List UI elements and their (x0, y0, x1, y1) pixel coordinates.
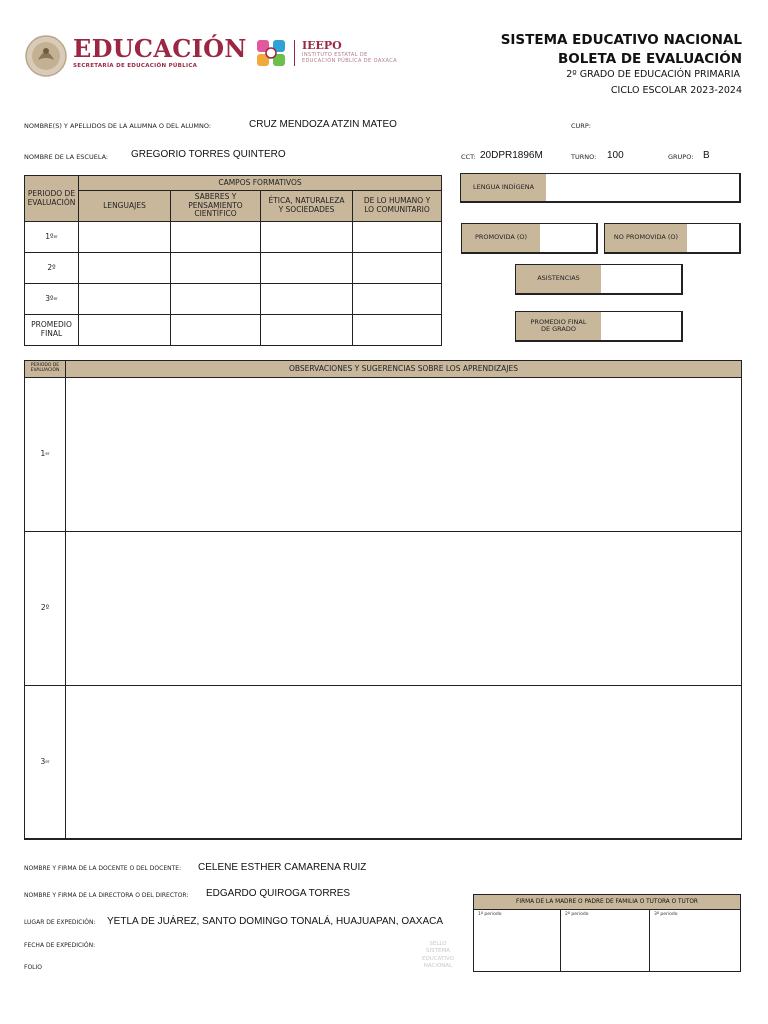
campos-formativos-header: CAMPOS FORMATIVOS (78, 175, 442, 191)
turno-value: 100 (607, 150, 624, 161)
asistencias-label: ASISTENCIAS (516, 265, 601, 293)
lugar-value: YETLA DE JUÁREZ, SANTO DOMINGO TONALÁ, HUAJUAPAN, OAXACA (107, 916, 444, 927)
firma-periodo-3[interactable] (649, 909, 741, 972)
sep-seal-icon (24, 34, 68, 78)
grade-cell[interactable] (260, 252, 353, 284)
grade-cell[interactable] (170, 221, 261, 253)
firma-periodo-1[interactable] (473, 909, 561, 972)
grades-row-period-1: 1º er (24, 221, 79, 253)
ieepo-logo-sub2: EDUCACIÓN PÚBLICA DE OAXACA (302, 58, 397, 64)
grade-cell[interactable] (260, 283, 353, 315)
observations-text-2[interactable] (65, 531, 742, 686)
grade-cell[interactable] (352, 314, 442, 346)
grade-cell[interactable] (352, 283, 442, 315)
grade-cell[interactable] (170, 314, 261, 346)
firma-periodo-label: 3º periodo (654, 912, 678, 917)
no-promovida-label: NO PROMOVIDA (O) (605, 224, 687, 252)
ieepo-emblem-icon (255, 38, 287, 68)
grades-table (24, 175, 442, 346)
grade-cell[interactable] (260, 221, 353, 253)
ieepo-divider (294, 40, 295, 66)
lengua-indigena-label: LENGUA INDÍGENA (461, 174, 546, 201)
sep-logo (24, 32, 247, 80)
fecha-label: FECHA DE EXPEDICIÓN: (24, 942, 96, 949)
firma-padres-table (473, 894, 741, 972)
lugar-label: LUGAR DE EXPEDICIÓN: (24, 919, 96, 926)
grades-row-promedio-final: PROMEDIO FINAL (24, 314, 79, 346)
col-header-etica: ÉTICA, NATURALEZA Y SOCIEDADES (260, 190, 353, 222)
observations-header: OBSERVACIONES Y SUGERENCIAS SOBRE LOS APRENDIZAJES (65, 360, 742, 378)
grupo-label: GRUPO: (668, 153, 694, 161)
lengua-indigena-box[interactable] (460, 173, 741, 203)
col-header-humano: DE LO HUMANO Y LO COMUNITARIO (352, 190, 442, 222)
grades-period-header: PERIODO DE EVALUACIÓN (24, 175, 79, 222)
no-promovida-box[interactable] (604, 223, 741, 254)
docente-value: CELENE ESTHER CAMARENA RUIZ (198, 862, 367, 873)
folio-label: FOLIO (24, 964, 43, 971)
firma-periodo-2[interactable] (560, 909, 650, 972)
observations-table (24, 360, 742, 840)
grade-label: 2º GRADO DE EDUCACIÓN PRIMARIA (566, 69, 740, 80)
observations-period-header: PERIODO DE EVALUACIÓN (24, 360, 66, 378)
sep-logo-subtitle: SECRETARÍA DE EDUCACIÓN PÚBLICA (73, 63, 198, 69)
docente-label: NOMBRE Y FIRMA DE LA DOCENTE O DEL DOCENTE: (24, 865, 182, 872)
curp-label: CURP: (571, 122, 591, 130)
firma-padres-header: FIRMA DE LA MADRE O PADRE DE FAMILIA O TUTORA O TUTOR (473, 894, 741, 910)
grades-row-period-2: 2º (24, 252, 79, 284)
sello-line: SISTEMA (426, 948, 450, 955)
sello-line: EDUCATIVO (422, 955, 454, 962)
sello-placeholder (412, 941, 464, 971)
director-label: NOMBRE Y FIRMA DE LA DIRECTORA O DEL DIRECTOR: (24, 892, 189, 899)
observations-period-2: 2º (24, 531, 66, 686)
grade-cell[interactable] (260, 314, 353, 346)
observations-text-3[interactable] (65, 685, 742, 840)
firma-periodo-label: 2º periodo (565, 912, 589, 917)
title-line-2: BOLETA DE EVALUACIÓN (557, 51, 742, 67)
ieepo-logo-text: IEEPO (302, 39, 342, 52)
student-name-label: NOMBRE(S) Y APELLIDOS DE LA ALUMNA O DEL ALUMNO: (24, 122, 212, 130)
ieepo-logo (255, 38, 425, 72)
promedio-final-label: PROMEDIO FINAL DE GRADO (516, 312, 601, 340)
director-value: EDGARDO QUIROGA TORRES (206, 888, 351, 899)
observations-text-1[interactable] (65, 377, 742, 532)
school-name-label: NOMBRE DE LA ESCUELA: (24, 153, 109, 161)
cct-value: 20DPR1896M (480, 150, 543, 161)
student-name-value: CRUZ MENDOZA ATZIN MATEO (249, 119, 397, 130)
turno-label: TURNO: (571, 153, 597, 161)
title-line-1: SISTEMA EDUCATIVO NACIONAL (500, 32, 742, 48)
grade-cell[interactable] (352, 221, 442, 253)
grade-cell[interactable] (170, 283, 261, 315)
school-name-value: GREGORIO TORRES QUINTERO (131, 149, 286, 160)
promedio-final-box[interactable] (515, 311, 683, 342)
grade-cell[interactable] (78, 252, 171, 284)
cycle-label: CICLO ESCOLAR 2023-2024 (610, 85, 742, 96)
grades-row-period-3: 3º er (24, 283, 79, 315)
cct-label: CCT: (461, 153, 476, 161)
ieepo-logo-sub1: INSTITUTO ESTATAL DE (302, 52, 368, 58)
grade-cell[interactable] (78, 283, 171, 315)
asistencias-box[interactable] (515, 264, 683, 295)
grade-cell[interactable] (78, 221, 171, 253)
observations-period-1: 1 er (24, 377, 66, 532)
grupo-value: B (703, 150, 710, 161)
sep-logo-text: EDUCACIÓN (73, 34, 247, 63)
sello-line: SELLO (429, 941, 447, 947)
promovida-box[interactable] (461, 223, 598, 254)
promovida-label: PROMOVIDA (O) (462, 224, 540, 252)
grade-cell[interactable] (170, 252, 261, 284)
observations-period-3: 3 er (24, 685, 66, 840)
grade-cell[interactable] (78, 314, 171, 346)
sello-line: NACIONAL (423, 963, 453, 970)
firma-periodo-label: 1º periodo (478, 912, 502, 917)
col-header-saberes: SABERES Y PENSAMIENTO CIENTÍFICO (170, 190, 261, 222)
col-header-lenguajes: LENGUAJES (78, 190, 171, 222)
grade-cell[interactable] (352, 252, 442, 284)
